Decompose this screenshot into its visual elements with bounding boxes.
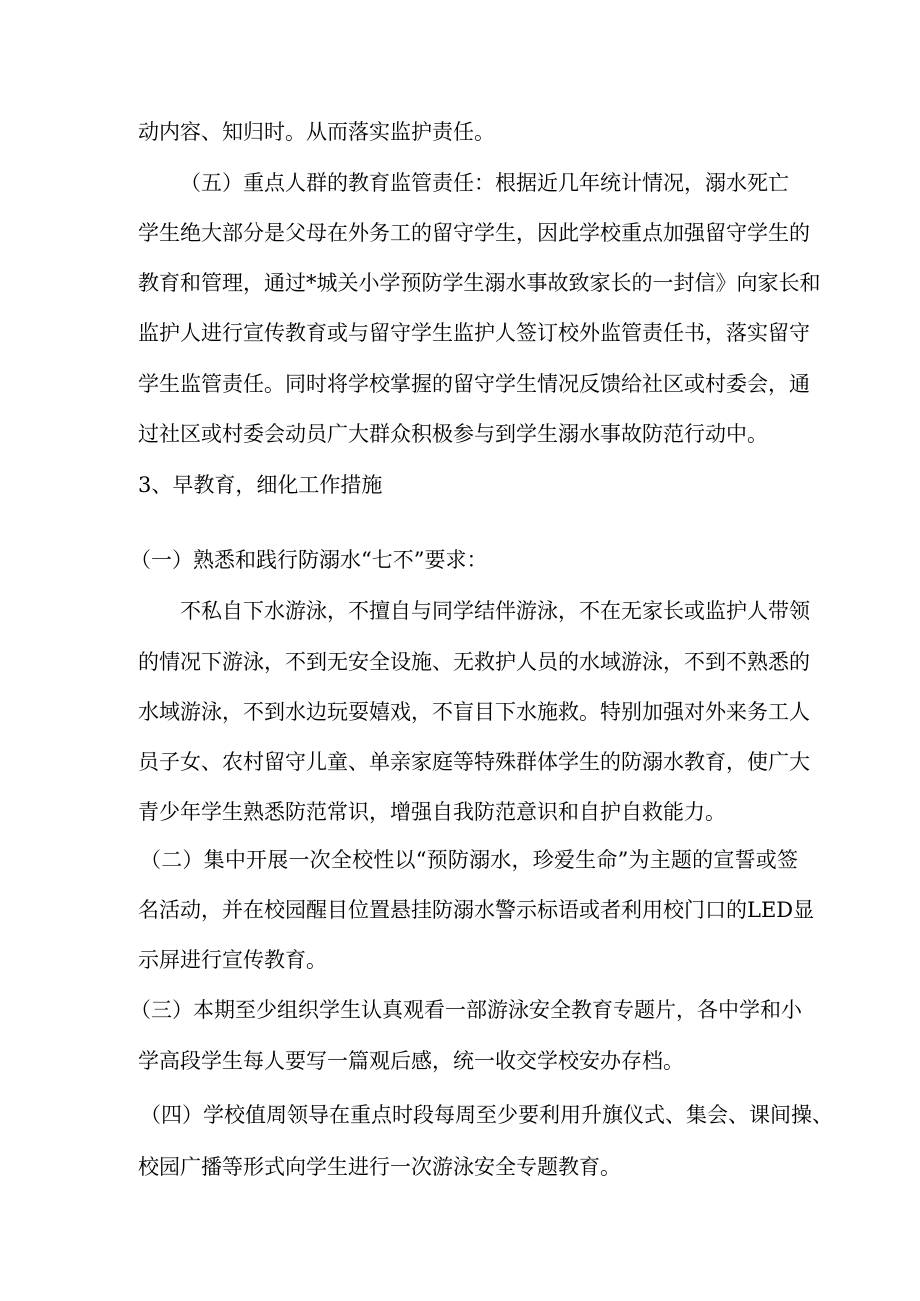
- paragraph-line-15: （二）集中开展一次全校性以“预防溺水，珍爱生命”为主题的宣誓或签: [140, 848, 798, 872]
- paragraph-line-18: （三）本期至少组织学生认真观看一部游泳安全教育专题片，各中学和小: [130, 998, 802, 1022]
- paragraph-line-10: 不私自下水游泳，不擅自与同学结伴游泳，不在无家长或监护人带领: [180, 599, 810, 623]
- paragraph-line-5: 监护人进行宣传教育或与留守学生监护人签订校外监管责任书，落实留守: [138, 321, 810, 345]
- paragraph-line-4: 教育和管理，通过*城关小学预防学生溺水事故致家长的一封信》向家长和: [138, 271, 821, 295]
- paragraph-line-7: 过社区或村委会动员广大群众积极参与到学生溺水事故防范行动中。: [138, 422, 768, 446]
- section-heading: 3、早教育，细化工作措施: [138, 473, 383, 497]
- paragraph-line-12: 水域游泳，不到水边玩耍嬉戏，不盲目下水施救。特别加强对外来务工人: [138, 700, 810, 724]
- paragraph-line-14: 青少年学生熟悉防范常识，增强自我防范意识和自护自救能力。: [138, 800, 726, 824]
- paragraph-line-21: 校园广播等形式向学生进行一次游泳安全专题教育。: [138, 1155, 621, 1179]
- paragraph-line-19: 学高段学生每人要写一篇观后感，统一收交学校安办存档。: [138, 1049, 684, 1073]
- paragraph-line-17: 示屏进行宣传教育。: [138, 948, 327, 972]
- paragraph-line-13: 员子女、农村留守儿童、单亲家庭等特殊群体学生的防溺水教育，使广大: [138, 750, 810, 774]
- paragraph-line-3: 学生绝大部分是父母在外务工的留守学生，因此学校重点加强留守学生的: [138, 221, 810, 245]
- paragraph-line-20: （四）学校值周领导在重点时段每周至少要利用升旗仪式、集会、课间操、: [140, 1103, 833, 1127]
- subheading-one: （一）熟悉和践行防溺水“七不”要求：: [130, 548, 488, 572]
- paragraph-line-1: 动内容、知归时。从而落实监护责任。: [138, 120, 495, 144]
- paragraph-line-16: 名活动，并在校园醒目位置悬挂防溺水警示标语或者利用校门口的LED显: [138, 898, 815, 922]
- paragraph-line-2: （五）重点人群的教育监管责任：根据近几年统计情况，溺水死亡: [180, 171, 789, 195]
- paragraph-line-11: 的情况下游泳，不到无安全设施、无救护人员的水域游泳，不到不熟悉的: [138, 650, 810, 674]
- paragraph-line-6: 学生监管责任。同时将学校掌握的留守学生情况反馈给社区或村委会，通: [138, 372, 810, 396]
